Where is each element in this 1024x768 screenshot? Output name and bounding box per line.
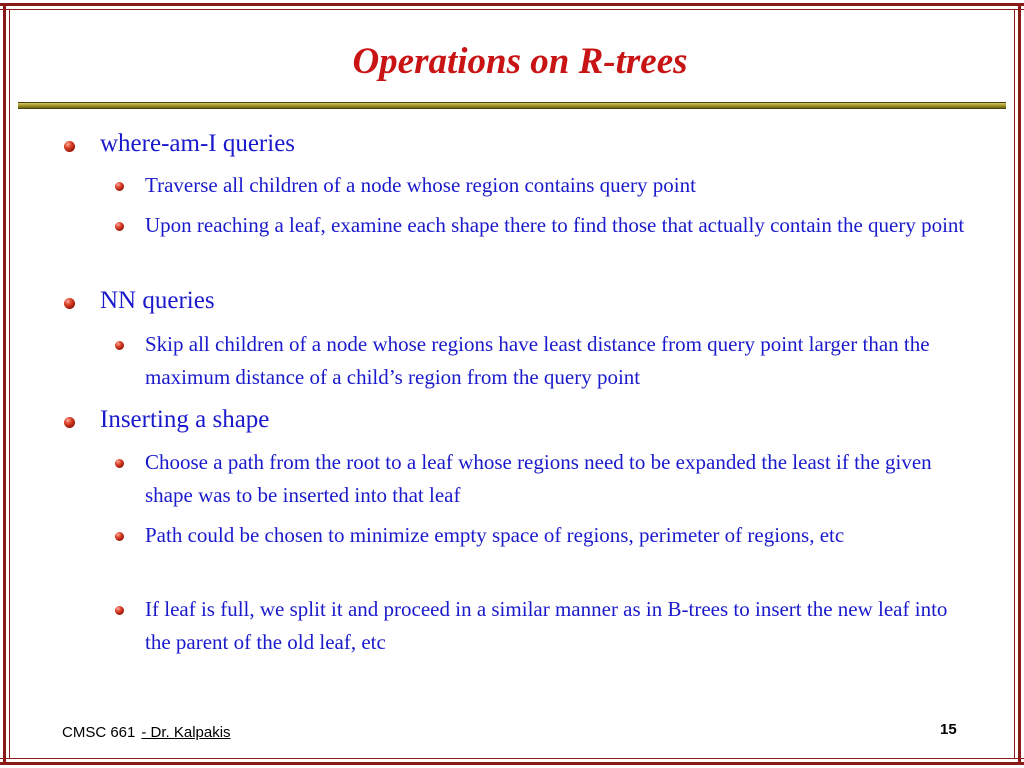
bullet-icon <box>64 141 75 152</box>
footer-course-info <box>62 724 231 741</box>
slide-title: Operations on R-trees <box>352 41 688 82</box>
sub-bullet-item: Upon reaching a leaf, examine each shape there to find those that actually contain the query point <box>145 213 965 237</box>
sub-bullet-item: Skip all children of a node whose regions have least distance from query point larger than the maximum distance of a child’s region from the query point <box>145 332 930 389</box>
bullet-item: NN queries <box>100 287 215 314</box>
bullet-item: Inserting a shape <box>100 406 270 433</box>
footer-author: - Dr. Kalpakis <box>141 724 231 741</box>
sub-bullet-icon <box>115 459 124 468</box>
page-number: 15 <box>940 721 957 738</box>
footer-course: CMSC 661 <box>62 724 136 741</box>
sub-bullet-icon <box>115 606 124 615</box>
sub-bullet-icon <box>115 341 124 350</box>
sub-bullet-item: Choose a path from the root to a leaf whose regions need to be expanded the least if the given shape was to be inserted into that leaf <box>145 450 932 507</box>
sub-bullet-icon <box>115 532 124 541</box>
bullet-icon <box>64 298 75 309</box>
sub-bullet-item: Path could be chosen to minimize empty space of regions, perimeter of regions, etc <box>145 523 845 547</box>
bullet-icon <box>64 417 75 428</box>
sub-bullet-item: Traverse all children of a node whose region contains query point <box>145 173 696 197</box>
sub-bullet-icon <box>115 222 124 231</box>
bullet-item: where-am-I queries <box>100 130 296 157</box>
sub-bullet-icon <box>115 182 124 191</box>
sub-bullet-item: If leaf is full, we split it and proceed in a similar manner as in B-trees to insert the new leaf into the parent of the old leaf, etc <box>145 597 948 654</box>
